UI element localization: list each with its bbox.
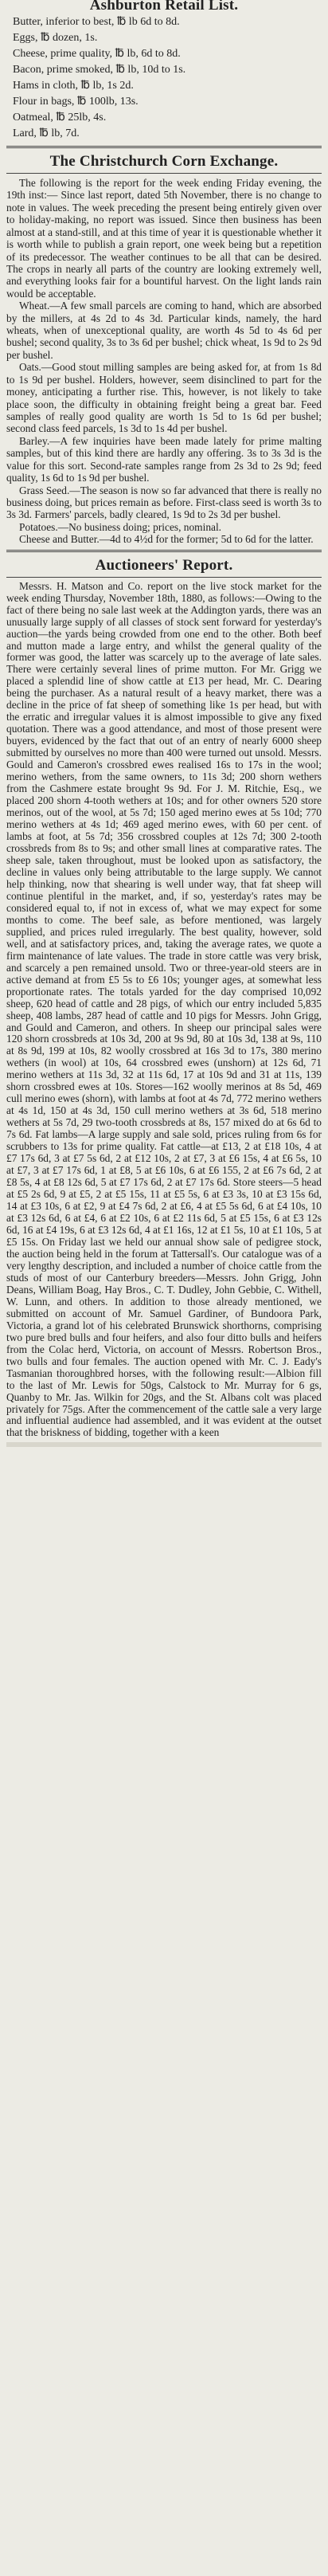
corn-paragraph: Oats.—Good stout milling samples are being asked for, at from 1s 8d to 1s 9d per bushel. Holders, however, seem disinclined to part for the money, anticipating a further rise. This, however, is not likely to take place soon, the difficulty in obtaining freight being a great bar. Feed samples of really good quality are worth 1s 5d to 1s 6d per bushel; second class feed parcels, 1s 3d to 1s 4d per bushel. <box>6 361 322 435</box>
corn-paragraph: Grass Seed.—The season is now so far advanced that there is really no business doing, but prices remain as before. First-class seed is worth 3s to 3s 3d. Farmers' parcels, badly cleared, 1s 9d to 2s 3d per bushel. <box>6 484 322 521</box>
retail-price-item: Flour in bags, ℔ 100lb, 13s. <box>13 96 139 108</box>
corn-exchange-title: The Christchurch Corn Exchange. <box>49 153 279 170</box>
retail-price-list <box>6 14 322 142</box>
retail-price-item: Butter, inferior to best, ℔ lb 6d to 8d. <box>13 16 180 28</box>
auction-paragraph: Messrs. H. Matson and Co. report on the live stock market for the week ending Thursday, November 18th, 1880, as follows:—Owing to the fact of there being no sale last week at the Addington yards, there was an unusually large supply of all classes of stock sent forward for yesterday's auction—the yards being crowded from one end to the other. Both beef and mutton made a large entry, and whilst the general quality of the former was good, the latter was scarcely up to the average of late sales. There were certainly several lines of prime mutton. For Mr. Grigg we placed a splendid line of show cattle at £13 per head, Mr. C. Dearing being the purchaser. As a natural result of a heavy market, there was a decline in the price of fat sheep of something like 1s per head, but with the erratic and irregular values it is almost impossible to give any fixed quotation. There was a good attendance, and most of those present were buyers, evidenced by the fact that out of an entry of nearly 6000 sheep submitted by ourselves no more than 400 were turned out unsold. Messrs. Gould and Cameron's crossbred ewes realised 16s to 17s in the wool; merino wethers, from the same owners, to 11s 3d; 200 shorn wethers from the Cashmere estate brought 9s 9d. For J. M. Ritchie, Esq., we placed 200 shorn 4-tooth wethers at 10s; and for other owners 520 store merinos, out of the wool, at 5s 7d; 150 aged merino ewes at 5s 10d; 770 merino wethers at 4s 1d; 469 aged merino ewes, with 60 per cent. of lambs at foot, at 5s 7d; 356 crossbred couples at 12s 7d; 300 2-tooth crossbreds from 8s to 9s; and other small lines at comparative rates. The sheep sale, taken throughout, must be looked upon as satisfactory, the decline in values only being attributable to the large supply. We cannot help thinking, now that shearing is well under way, that fat sheep will continue plentiful in the market, and, if so, yesterday's rates may be considered equal to, if not in excess of, what we may expect for some months to come. The beef sale, as before mentioned, was largely supplied, and prices ruled irregularly. The best quality, however, sold well, and at satisfactory prices, and, taking the average rates, we quote a firm maintenance of late values. The trade in store cattle was very brisk, and scarcely a pen remained unsold. Two or three-year-old steers are in active demand at from £5 5s to £6 10s; younger ages, at somewhat less proportionate rates. The totals yarded for the day comprised 10,092 sheep, 620 head of cattle and 28 pigs, of which our entry included 5,835 sheep, 408 lambs, 287 head of cattle and 10 pigs for Messrs. John Grigg, and Gould and Cameron, and others. In sheep our principal sales were 120 shorn crossbreds at 10s 3d, 200 at 9s 9d, 80 at 10s 3d, 138 at 9s, 110 at 8s 9d, 199 at 10s, 82 woolly crossbred at 16s 3d to 17s, 380 merino wethers (in wool) at 10s, 64 crossbred ewes (unshorn) at 12s 6d, 71 merino wethers at 11s 3d, 32 at 11s 6d, 17 at 10s 9d and 31 at 11s, 139 shorn crossbred ewes at 10s. Stores—162 woolly merinos at 8s 5d, 469 cull merino ewes (shorn), with lambs at foot at 4s 7d, 772 merino wethers at 4s 1d, 150 at 4s 3d, 150 cull merino wethers at 3s 6d, 518 merino wethers at 5s 7d, 29 two-tooth crossbreds at 8s, 157 mixed do at 6s 6d to 7s 6d. Fat lambs—A large supply and sale sold, prices ruling from 6s for scrubbers to 13s for prime quality. Fat cattle—at £13, 2 at £18 10s, 4 at £7 17s 6d, 3 at £7 5s 6d, 2 at £12 10s, 2 at £7, 3 at £6 15s, 4 at £6 5s, 10 at £7, 3 at £7 17s 6d, 1 at £8, 5 at £6 10s, 6 at £6 155, 2 at £6 7s 6d, 2 at £8 5s, 4 at £8 12s 6d, 5 at £7 17s 6d, 2 at £7 17s 6d. Store steers—5 head at £5 2s 6d, 9 at £5, 2 at £5 15s, 11 at £5 5s, 6 at £3 3s, 10 at £3 15s 6d, 14 at £3 10s, 6 at £2, 9 at £4 7s 6d, 2 at £6, 4 at £5 5s 6d, 6 at £4 10s, 10 at £3 12s 6d, 6 at £4, 6 at £2 10s, 6 at £2 11s 6d, 5 at £5 15s, 6 at £3 12s 6d, 16 at £4 19s, 6 at £3 12s 6d, 4 at £1 16s, 12 at £1 5s, 10 at £1 10s, 5 at £5 15s. On Friday last we held our annual show sale of pedigree stock, the auction being held in the forum at Tattersall's. Our catalogue was of a very lengthy description, and included a number of choice cattle from the studs of most of our Canterbury breeders—Messrs. John Grigg, John Deans, William Boag, Hay Bros., C. T. Dudley, John Gebbie, C. Withell, W. Lunn, and others. In addition to those already mentioned, we submitted on account of Mr. Samuel Gardiner, of Bundoora Park, Victoria, a grand lot of his celebrated Brunswick shorthorns, comprising two pure bred bulls and four heifers, and also four ditto bulls and heifers from the Colac herd, Victoria, on account of Messrs. Robertson Bros., two bulls and four females. The auction opened with Mr. C. J. Eady's Tasmanian thoroughbred horses, with the following result:—Albion fill to the last of Mr. Lewis for 50gs, Calstock to Mr. Murray for 6 gs, Quanby to Mr. Jas. Wilkin for 20gs, and the St. Albans colt was placed privately for 75gs. After the commencement of the cattle sale a very large and influential audience had assembled, and it was evident at the outset that the briskness of bidding, together with a keen <box>6 579 322 1439</box>
corn-paragraph: Barley.—A few inquiries have been made lately for prime malting samples, but of this kind there are hardly any offering. 3s to 3s 3d is the value for this sort. Second-rate samples range from 2s 3d to 2s 9d; feed quality, 1s 6d to 1s 9d per bushel. <box>6 434 322 484</box>
corn-exchange-section <box>6 153 322 546</box>
retail-price-item: Oatmeal, ℔ 25lb, 4s. <box>13 112 107 124</box>
auctioneers-report-section <box>6 557 322 1440</box>
section-divider <box>6 146 322 148</box>
retail-price-item: Lard, ℔ lb, 7d. <box>13 127 80 139</box>
retail-list-title: Ashburton Retail List. <box>89 0 239 14</box>
auctioneers-report-title: Auctioneers' Report. <box>95 556 233 574</box>
retail-price-item: Cheese, prime quality, ℔ lb, 6d to 8d. <box>13 48 181 60</box>
page-bottom-edge <box>6 1442 322 1447</box>
corn-exchange-report <box>6 177 322 546</box>
retail-price-item: Eggs, ℔ dozen, 1s. <box>13 32 98 44</box>
retail-price-item: Hams in cloth, ℔ lb, 1s 2d. <box>13 80 134 92</box>
section-divider <box>6 550 322 552</box>
corn-paragraph: Potatoes.—No business doing; prices, nominal. <box>19 520 222 533</box>
corn-paragraph: The following is the report for the week ending Friday evening, the 19th inst:— Since last report, dated 5th November, there is no change to note in values. The week preceding the present being entirely given over to holiday-making, no report was issued. Since then business has been almost at a stand-still, and at this time of year it is questionable whether it is worth while to publish a grain report, one week being but a repetition of its predecessor. The weather continues to be all that can be desired. The crops in nearly all parts of the country are looking extremely well, and everything looks fair for a bountiful harvest. On the light lands rain would be acceptable. <box>6 177 322 300</box>
corn-paragraph: Cheese and Butter.—4d to 4½d for the former; 5d to 6d for the latter. <box>19 533 314 546</box>
corn-paragraph: Wheat.—A few small parcels are coming to hand, which are absorbed by the millers, at 4s 2d to 4s 3d. Particular kinds, namely, the hard wheats, when of unexceptional quality, are worth 4s 5d to 4s 6d per bushel; second quality, 3s to 3s 6d per bushel; chick wheat, 1s 9d to 2s 9d per bushel. <box>6 300 322 361</box>
title-underline <box>6 577 322 578</box>
retail-list-section <box>6 0 322 142</box>
retail-price-item: Bacon, prime smoked, ℔ lb, 10d to 1s. <box>13 64 186 76</box>
title-underline <box>6 173 322 174</box>
auctioneers-report-body <box>6 581 322 1440</box>
